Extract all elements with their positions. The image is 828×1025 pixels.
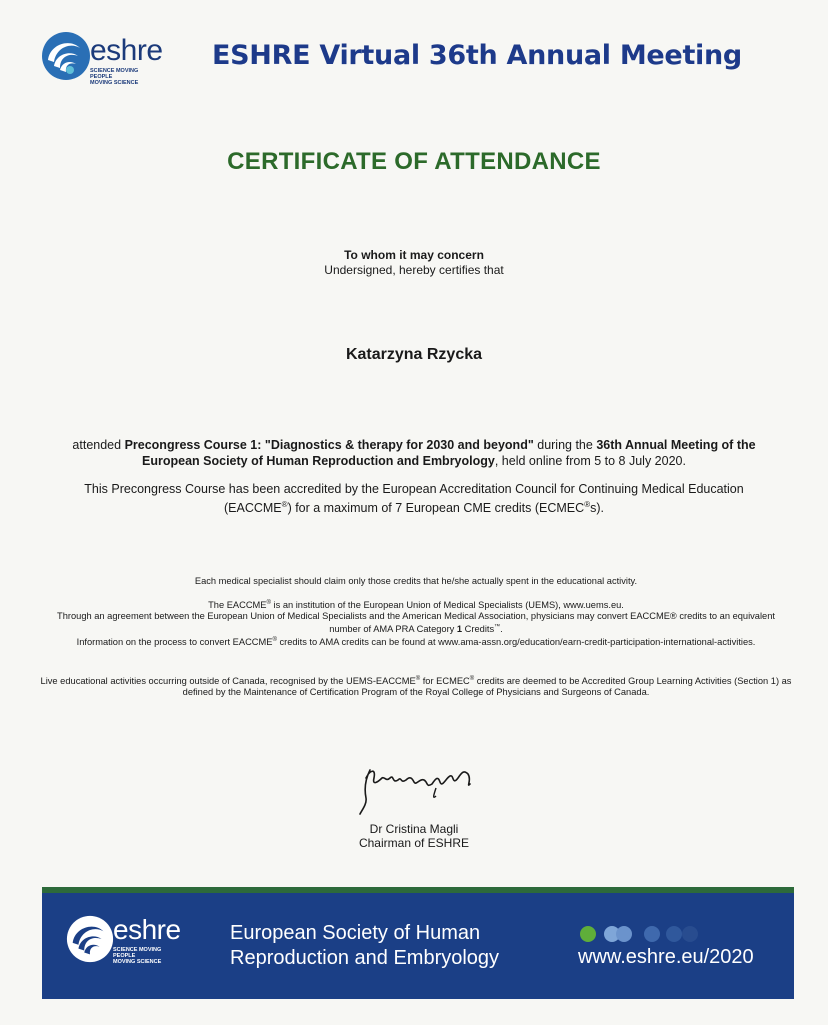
eshre-swirl-icon <box>40 26 92 86</box>
meeting-name: 36th Annual Meeting of the European Society of Human Reproduction and Embryology <box>142 438 756 468</box>
certificate-title: CERTIFICATE OF ATTENDANCE <box>227 148 601 175</box>
eshre-logo <box>40 26 175 88</box>
eaccme-notes: The EACCME® is an institution of the European Union of Medical Specialists (UEMS), www.uems.eu. Through an agreement between the European Union of Medical Specialists and the American Medical Association, physicians may convert EACCME® credits to an equivalent number of AMA PRA Category 1 Credits™. Information on the process to convert EACCME® credits to AMA credits can be found at www.ama-assn.org/education/earn-credit-participation-international-activities. <box>57 600 775 648</box>
intro-line-2: Undersigned, hereby certifies that <box>324 263 504 277</box>
canada-note: Live educational activities occurring outside of Canada, recognised by the UEMS-EACCME® for ECMEC® credits are deemed to be Accredited Group Learning Activities (Section 1) as defined by the Maintenance of Certification Program of the Royal College of Physicians and Surgeons of Canada. <box>40 676 792 698</box>
footer-dots-decoration <box>578 924 748 944</box>
footer-logo <box>65 910 195 975</box>
logo-wordmark: eshre <box>90 34 163 67</box>
claim-note: Each medical specialist should claim only those credits that he/she actually spent in the educational activity. <box>194 576 638 586</box>
intro <box>0 248 828 278</box>
footer-accent-strip <box>42 887 794 893</box>
logo-tagline: SCIENCE MOVING PEOPLE MOVING SCIENCE <box>90 68 139 86</box>
attendance-statement: attended Precongress Course 1: "Diagnostics & therapy for 2030 and beyond" during the 36th Annual Meeting of the European Society of Human Reproduction and Embryology, held online from 5 to 8 July 2020. <box>72 438 756 468</box>
footer-logo-tagline: SCIENCE MOVING PEOPLE MOVING SCIENCE <box>113 947 162 965</box>
signer-name: Dr Cristina Magli <box>369 822 459 836</box>
course-title: Precongress Course 1: "Diagnostics & therapy for 2030 and beyond" <box>124 438 534 452</box>
signer-block <box>0 822 828 850</box>
footer-url[interactable]: www.eshre.eu/2020 <box>578 946 754 968</box>
eshre-swirl-icon <box>65 910 115 968</box>
footer-org-name: European Society of Human Reproduction and Embryology <box>230 922 500 969</box>
footer-logo-wordmark: eshre <box>113 914 181 945</box>
accreditation-statement: This Precongress Course has been accredited by the European Accreditation Council for Continuing Medical Education (EACCME®) for a maximum of 7 European CME credits (ECMEC®s). <box>84 482 744 516</box>
attendee-name: Katarzyna Rzycka <box>345 346 483 363</box>
meeting-title: ESHRE Virtual 36th Annual Meeting <box>212 40 742 71</box>
signature <box>340 748 490 818</box>
signer-role: Chairman of ESHRE <box>358 836 470 850</box>
intro-line-1: To whom it may concern <box>344 248 484 262</box>
